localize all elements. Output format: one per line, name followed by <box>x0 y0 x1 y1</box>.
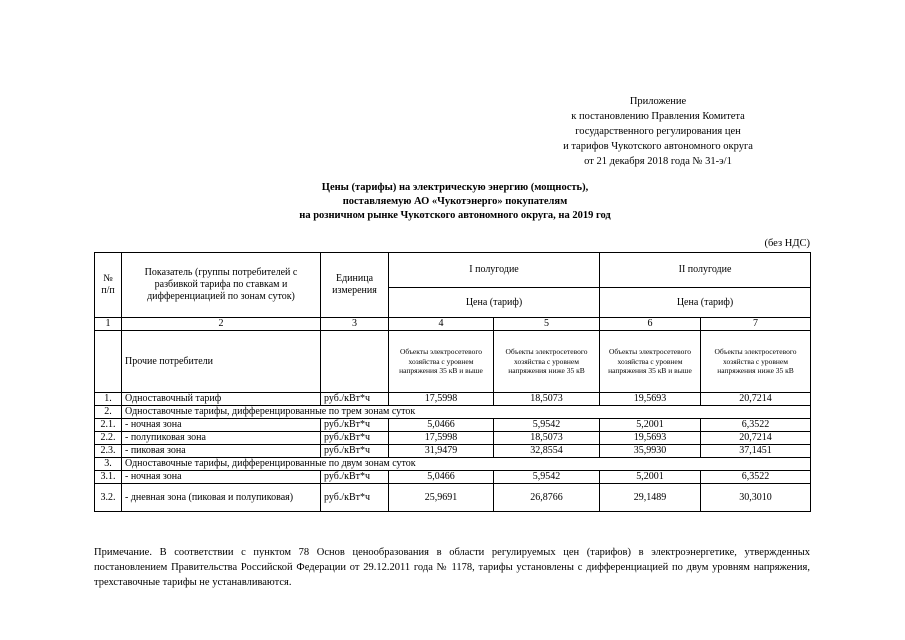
row-num: 2. <box>95 406 122 419</box>
row-name: - полупиковая зона <box>122 432 321 445</box>
row-value: 20,7214 <box>701 393 811 406</box>
header-half-1: I полугодие <box>389 253 600 288</box>
row-value: 5,9542 <box>494 419 600 432</box>
title-line: поставляемую АО «Чукотэнерго» покупателям <box>342 196 568 207</box>
other-consumers-label: Прочие потребители <box>122 331 321 393</box>
row-value: 6,3522 <box>701 471 811 484</box>
table-row <box>95 432 811 445</box>
empty-cell <box>321 331 389 393</box>
row-unit: руб./кВт*ч <box>321 445 389 458</box>
appendix-line: и тарифов Чукотского автономного округа <box>563 141 753 152</box>
row-value: 37,1451 <box>701 445 811 458</box>
column-number: 5 <box>494 318 600 331</box>
row-value: 30,3010 <box>701 484 811 512</box>
row-name: - ночная зона <box>122 419 321 432</box>
row-num: 1. <box>95 393 122 406</box>
row-value: 5,9542 <box>494 471 600 484</box>
row-unit: руб./кВт*ч <box>321 471 389 484</box>
row-value: 17,5998 <box>389 432 494 445</box>
header-price-1: Цена (тариф) <box>389 288 600 318</box>
row-value: 5,0466 <box>389 471 494 484</box>
row-unit: руб./кВт*ч <box>321 393 389 406</box>
table-row <box>95 419 811 432</box>
column-number: 2 <box>122 318 321 331</box>
row-value: 29,1489 <box>600 484 701 512</box>
row-value: 5,2001 <box>600 419 701 432</box>
appendix-line: Приложение <box>629 96 687 107</box>
column-number: 7 <box>701 318 811 331</box>
table-row <box>95 445 811 458</box>
row-num: 3.2. <box>95 484 122 512</box>
column-number: 1 <box>95 318 122 331</box>
table-row <box>95 393 811 406</box>
column-number: 6 <box>600 318 701 331</box>
column-number: 4 <box>389 318 494 331</box>
row-unit: руб./кВт*ч <box>321 432 389 445</box>
row-name: - дневная зона (пиковая и полупиковая) <box>122 484 321 512</box>
row-value: 6,3522 <box>701 419 811 432</box>
vat-note: (без НДС) <box>764 238 810 249</box>
row-value: 18,5073 <box>494 393 600 406</box>
row-num: 2.2. <box>95 432 122 445</box>
row-value: 25,9691 <box>389 484 494 512</box>
document-title <box>230 181 680 223</box>
row-value: 26,8766 <box>494 484 600 512</box>
row-num: 3.1. <box>95 471 122 484</box>
voltage-low-label: Объекты электросетевого хозяйства с уровнем напряжения ниже 35 кВ <box>701 331 811 393</box>
row-value: 20,7214 <box>701 432 811 445</box>
column-number: 3 <box>321 318 389 331</box>
row-value: 5,2001 <box>600 471 701 484</box>
row-num: 3. <box>95 458 122 471</box>
row-num: 2.3. <box>95 445 122 458</box>
section-title: Одноставочные тарифы, дифференцированные по трем зонам суток <box>122 406 811 419</box>
voltage-low-label: Объекты электросетевого хозяйства с уровнем напряжения ниже 35 кВ <box>494 331 600 393</box>
table-section-row <box>95 406 811 419</box>
appendix-line: от 21 декабря 2018 года № 31-э/1 <box>584 156 732 167</box>
title-line: на розничном рынке Чукотского автономного округа, на 2019 год <box>299 210 611 221</box>
row-value: 32,8554 <box>494 445 600 458</box>
appendix-line: к постановлению Правления Комитета <box>571 111 745 122</box>
row-name: - пиковая зона <box>122 445 321 458</box>
header-price-2: Цена (тариф) <box>600 288 811 318</box>
appendix-block <box>540 94 776 169</box>
header-indicator: Показатель (группы потребителей с разбивкой тарифа по ставкам и дифференциацией по зонам суток) <box>122 253 321 318</box>
tariff-table <box>94 252 811 512</box>
table-row <box>95 471 811 484</box>
header-unit: Единица измерения <box>321 253 389 318</box>
header-num: № п/п <box>95 253 122 318</box>
table-row <box>95 484 811 512</box>
header-half-2: II полугодие <box>600 253 811 288</box>
title-line: Цены (тарифы) на электрическую энергию (мощность), <box>321 182 589 193</box>
row-value: 19,5693 <box>600 393 701 406</box>
row-value: 31,9479 <box>389 445 494 458</box>
empty-cell <box>95 331 122 393</box>
row-value: 35,9930 <box>600 445 701 458</box>
row-value: 18,5073 <box>494 432 600 445</box>
row-num: 2.1. <box>95 419 122 432</box>
section-title: Одноставочные тарифы, дифференцированные по двум зонам суток <box>122 458 811 471</box>
footnote: Примечание. В соответствии с пунктом 78 Основ ценообразования в области регулируемых цен (тарифов) в электроэнергетике, утвержденных постановлением Правительства Российской Федерации от 29.12.2011 года № 1178, тарифы установлены с дифференциацией по двум уровням напряжения, трехставочные тарифы не устанавливаются. <box>94 547 810 588</box>
voltage-high-label: Объекты электросетевого хозяйства с уровнем напряжения 35 кВ и выше <box>600 331 701 393</box>
row-name: - ночная зона <box>122 471 321 484</box>
row-value: 5,0466 <box>389 419 494 432</box>
row-name: Одноставочный тариф <box>122 393 321 406</box>
appendix-line: государственного регулирования цен <box>575 126 741 137</box>
row-unit: руб./кВт*ч <box>321 484 389 512</box>
table-section-row <box>95 458 811 471</box>
row-unit: руб./кВт*ч <box>321 419 389 432</box>
voltage-high-label: Объекты электросетевого хозяйства с уровнем напряжения 35 кВ и выше <box>389 331 494 393</box>
row-value: 17,5998 <box>389 393 494 406</box>
row-value: 19,5693 <box>600 432 701 445</box>
